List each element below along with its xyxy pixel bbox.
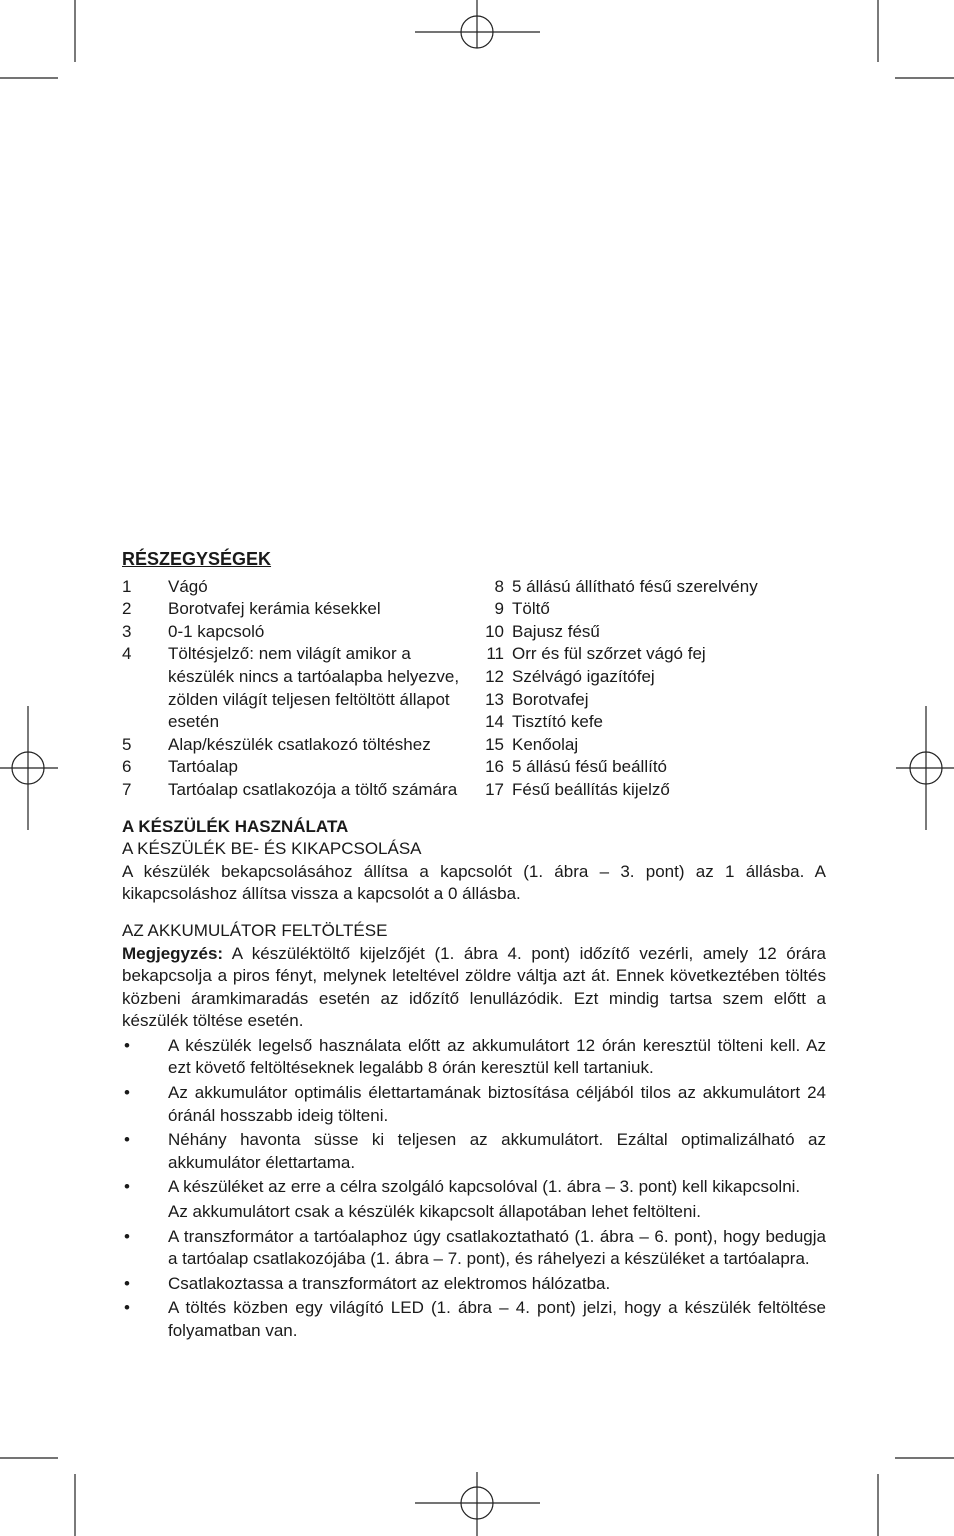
part-label: Vágó: [168, 576, 208, 596]
list-item-text: Csatlakoztassa a transzformátort az elektromos hálózatba.: [168, 1273, 611, 1293]
registration-mark-bottom: [415, 1472, 540, 1536]
part-label: 5 állású fésű beállító: [512, 757, 667, 777]
list-item: [122, 1129, 826, 1174]
part-label: Szélvágó igazítófej: [512, 666, 655, 686]
list-item: [122, 1176, 826, 1223]
part-label: Tartóalap csatlakozója a töltő számára: [168, 779, 458, 799]
part-item: [476, 779, 826, 802]
part-number: 1: [122, 576, 132, 596]
part-label: Tisztító kefe: [512, 712, 604, 732]
list-item: [122, 1082, 826, 1127]
usage-heading: A KÉSZÜLÉK HASZNÁLATA: [122, 816, 349, 836]
part-item: [122, 576, 472, 599]
part-item: [122, 734, 472, 757]
part-number: 4: [122, 644, 132, 664]
part-item: [476, 689, 826, 712]
bullet-icon: •: [124, 1083, 130, 1103]
list-item: [122, 1226, 826, 1271]
part-item: [476, 621, 826, 644]
list-item-text: Néhány havonta süsse ki teljesen az akkumulátort. Ezáltal optimalizálható az akkumulátor élettartama.: [168, 1130, 826, 1172]
onoff-heading: A KÉSZÜLÉK BE- ÉS KIKAPCSOLÁSA: [122, 839, 422, 859]
part-label: Kenőolaj: [512, 734, 579, 754]
registration-mark-right: [896, 706, 954, 830]
registration-mark-top: [415, 0, 540, 48]
part-number: 17: [485, 779, 504, 799]
parts-column-left: [122, 576, 472, 802]
list-item: [122, 1273, 826, 1296]
bullet-icon: •: [124, 1035, 130, 1055]
part-number: 13: [485, 689, 504, 709]
manual-page-content: [122, 548, 826, 1345]
parts-column-right: [476, 576, 826, 802]
bullet-icon: •: [124, 1298, 130, 1318]
part-item: [122, 643, 472, 733]
part-label: Fésű beállítás kijelző: [512, 779, 670, 799]
part-item: [476, 643, 826, 666]
part-number: 15: [485, 734, 504, 754]
part-label: Alap/készülék csatlakozó töltéshez: [168, 734, 431, 754]
list-item: [122, 1297, 826, 1342]
registration-mark-left: [0, 706, 58, 830]
note-text: A készüléktöltő kijelzőjét (1. ábra 4. pont) időzítő vezérli, amely 12 órára bekapcsolja a piros fényt, melynek leteltével zöldre váltja azt át. Ennek következtében töltés közbeni áramkimaradás esetén az időzítő lenullázódik. Ezt mindig tartsa szem előtt a készülék töltése esetén.: [122, 943, 826, 1031]
bullet-icon: •: [124, 1177, 130, 1197]
part-item: [476, 666, 826, 689]
list-item-text: A készülék legelső használata előtt az akkumulátort 12 órán keresztül tölteni kell. Az ezt követő feltöltéseknek legalább 8 órán keresztül kell tartaniuk.: [168, 1035, 826, 1078]
onoff-paragraph: A készülék bekapcsolásához állítsa a kapcsolót (1. ábra – 3. pont) az 1 állásba. A kikapcsoláshoz állítsa vissza a kapcsolót a 0 állásba.: [122, 861, 826, 904]
part-number: 7: [122, 779, 132, 799]
part-item: [476, 598, 826, 621]
part-label: 0-1 kapcsoló: [168, 621, 265, 641]
parts-heading: RÉSZEGYSÉGEK: [122, 549, 272, 569]
part-item: [476, 711, 826, 734]
part-label: Bajusz fésű: [512, 621, 600, 641]
part-item: [122, 779, 472, 802]
note-label: Megjegyzés:: [122, 943, 224, 963]
part-label: Töltésjelző: nem világít amikor a készülék nincs a tartóalapba helyezve, zölden világít teljesen feltöltött állapot esetén: [168, 644, 460, 732]
part-item: [122, 621, 472, 644]
part-number: 9: [494, 599, 504, 619]
part-label: Borotvafej: [512, 689, 589, 709]
charging-heading: AZ AKKUMULÁTOR FELTÖLTÉSE: [122, 920, 388, 940]
note-paragraph: [122, 943, 826, 1033]
part-number: 11: [486, 644, 504, 664]
part-label: 5 állású állítható fésű szerelvény: [512, 576, 758, 596]
charging-instructions-list: [122, 1035, 826, 1343]
part-label: Borotvafej kerámia késekkel: [168, 599, 381, 619]
part-number: 2: [122, 599, 132, 619]
bullet-icon: •: [124, 1130, 130, 1150]
part-item: [476, 734, 826, 757]
part-item: [122, 598, 472, 621]
part-number: 6: [122, 757, 132, 777]
part-label: Orr és fül szőrzet vágó fej: [512, 644, 706, 664]
list-item-text: A töltés közben egy világító LED (1. ábra – 4. pont) jelzi, hogy a készülék feltöltése folyamatban van.: [168, 1298, 826, 1340]
part-item: [122, 756, 472, 779]
part-label: Tartóalap: [168, 757, 238, 777]
list-item-text: Az akkumulátor optimális élettartamának biztosítása céljából tilos az akkumulátort 24 óránál hosszabb ideig tölteni.: [168, 1083, 826, 1125]
part-number: 12: [485, 666, 504, 686]
bullet-icon: •: [124, 1273, 130, 1293]
list-item-extra-text: Az akkumulátort csak a készülék kikapcsolt állapotában lehet feltölteni.: [168, 1202, 701, 1222]
part-number: 3: [122, 621, 132, 641]
bullet-icon: •: [124, 1226, 130, 1246]
part-item: [476, 756, 826, 779]
parts-list: [122, 576, 826, 802]
part-label: Töltő: [512, 599, 550, 619]
part-number: 8: [494, 576, 504, 596]
list-item-text: A készüléket az erre a célra szolgáló kapcsolóval (1. ábra – 3. pont) kell kikapcsolni.: [168, 1177, 801, 1197]
list-item-text: A transzformátor a tartóalaphoz úgy csatlakoztatható (1. ábra – 6. pont), hogy bedugja a tartóalap csatlakozójába (1. ábra – 7. pont), és ráhelyezi a készüléket a tartóalapra.: [168, 1226, 826, 1269]
part-number: 14: [485, 712, 504, 732]
part-item: [476, 576, 826, 599]
part-number: 16: [485, 757, 504, 777]
part-number: 5: [122, 734, 132, 754]
part-number: 10: [485, 621, 504, 641]
list-item: [122, 1035, 826, 1080]
